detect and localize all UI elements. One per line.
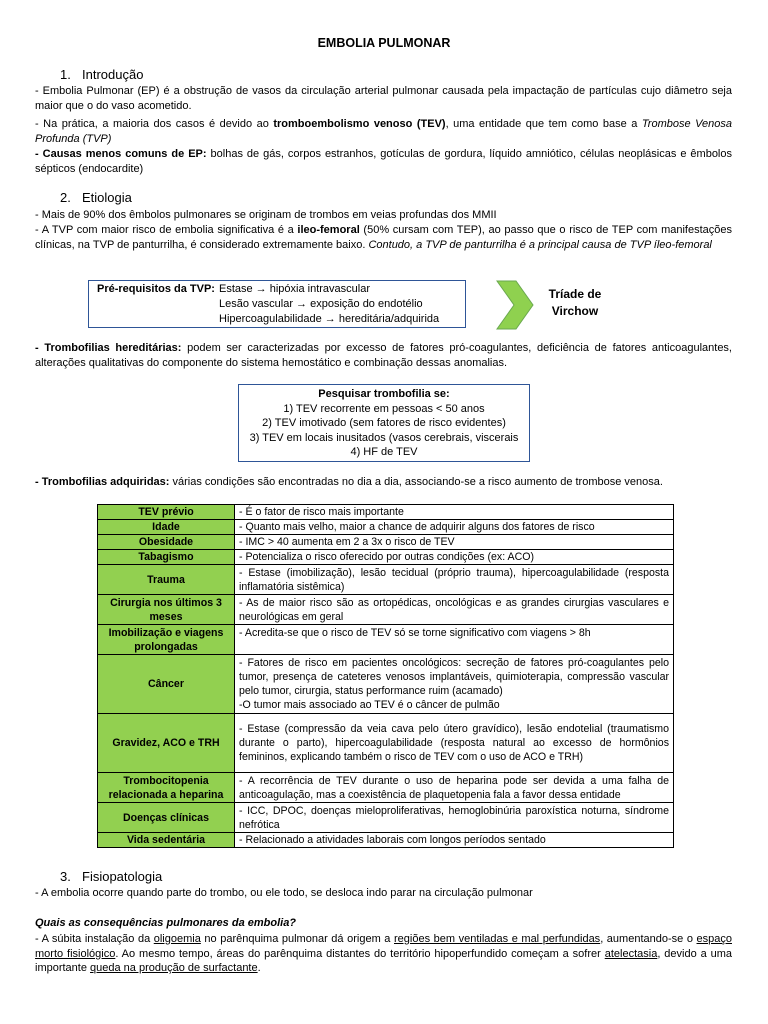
paragraph-acquired-thrombophilia: [35, 475, 732, 490]
paragraph-mmii: - Mais de 90% dos êmbolos pulmonares se originam de trombos em veias profundas dos MMII: [35, 209, 497, 221]
text-run: podem ser caracterizadas por excesso de fatores pró-coagulantes, deficiência de fatores anticoagulantes, alterações qualitativas do componente do sistema hemostático e combinação dessas anomalias.: [35, 342, 732, 369]
section-title: Etiologia: [82, 190, 132, 205]
text-run-underline: queda na produção de surfactante: [90, 962, 258, 975]
section-number: 3.: [60, 869, 71, 884]
table-row: [98, 773, 674, 803]
risk-description-cell: - As de maior risco são as ortopédicas, oncológicas e as grandes cirurgias vasculares e neurológicas em geral: [235, 595, 674, 625]
screening-item: 4) HF de TEV: [350, 446, 418, 459]
section-title: Introdução: [82, 67, 144, 82]
text-run: - A TVP com maior risco de embolia significativa é a: [35, 224, 298, 236]
screening-item: 1) TEV recorrente em pessoas < 50 anos: [283, 402, 485, 415]
paragraph-tev: [35, 117, 732, 146]
text-run-underline: regiões bem ventiladas e mal perfundidas: [394, 933, 601, 945]
table-row: [98, 505, 674, 520]
table-row: [98, 655, 674, 714]
table-row: [98, 714, 674, 773]
question-heading: Quais as consequências pulmonares da embolia?: [35, 917, 297, 929]
paragraph-consequences: [35, 932, 732, 976]
text-run-underline: espaço morto fisiológico: [35, 933, 732, 960]
prerequisite-item: Hipercoagulabilidade → hereditária/adquirida: [219, 313, 440, 325]
paragraph-ileo-femoral: [35, 223, 732, 252]
risk-description-cell: [235, 655, 674, 714]
chevron-arrow-icon: [496, 280, 534, 330]
text-run: bolhas de gás, corpos estranhos, gotículas de gordura, líquido amniótico, células neoplásicas e êmbolos sépticos (endocardite): [35, 148, 732, 175]
table-row: [98, 535, 674, 550]
screening-item: 2) TEV imotivado (sem fatores de risco evidentes): [262, 417, 506, 430]
text-run-underline: oligoemia: [153, 933, 201, 945]
text-run: no parênquima pulmonar dá origem a: [200, 933, 394, 945]
table-row: [98, 550, 674, 565]
text-run-bold: tromboembolismo venoso (TEV): [273, 118, 446, 130]
section-heading-fisiopatologia: [60, 870, 162, 885]
text-run-italic: Contudo, a TVP de panturrilha é a principal causa de TVP íleo-femoral: [368, 238, 712, 251]
risk-description-cell: - A recorrência de TEV durante o uso de heparina pode ser devida a uma falha de anticoagulação, mas a coexistência de plaquetopenia fala a favor dessa entidade: [235, 773, 674, 803]
document-title: EMBOLIA PULMONAR: [317, 36, 451, 50]
risk-factor-cell: Imobilização e viagens prolongadas: [98, 625, 235, 655]
risk-factor-cell: Tabagismo: [98, 550, 235, 565]
table-row: [98, 520, 674, 535]
text-run-bold: - Trombofilias hereditárias:: [35, 342, 182, 354]
risk-description-cell: - Estase (compressão da veia cava pelo útero gravídico), lesão endotelial (traumatismo durante o parto), hipercoagulabilidade (resposta natural ao excesso de hormônios femininos, explicando também o risco de TEV com o uso de ACO e TRH): [235, 714, 674, 773]
paragraph-hereditary-thrombophilia: [35, 341, 732, 370]
risk-factor-cell: Obesidade: [98, 535, 235, 550]
section-title: Fisiopatologia: [82, 869, 163, 884]
paragraph-embolia-mechanism: - A embolia ocorre quando parte do trombo, ou ele todo, se desloca indo parar na circulação pulmonar: [35, 887, 533, 899]
risk-description-cell: - Relacionado a atividades laborais com longos períodos sentado: [235, 833, 674, 848]
text-run: várias condições são encontradas no dia a dia, associando-se a risco aumento de trombose venosa.: [169, 476, 663, 488]
text-run: .: [257, 962, 261, 975]
screening-title: Pesquisar trombofilia se:: [318, 388, 450, 400]
risk-description-line: -O tumor mais associado ao TEV é o câncer de pulmão: [239, 699, 500, 711]
risk-description-cell: - Potencializa o risco oferecido por outras condições (ex: ACO): [235, 550, 674, 565]
triad-line: Tríade de: [548, 287, 602, 301]
prerequisite-item: Estase → hipóxia intravascular: [219, 283, 371, 295]
section-number: 1.: [60, 67, 71, 82]
text-run-italic: Trombose Venosa Profunda (TVP): [35, 118, 733, 145]
risk-factor-cell: Trauma: [98, 565, 235, 595]
prerequisites-label: Pré-requisitos da TVP:: [97, 283, 215, 295]
text-run-bold: ileo-femoral: [297, 224, 360, 236]
text-run: , devido a uma importante: [35, 947, 733, 975]
thrombophilia-screening-box: [238, 384, 530, 462]
paragraph-definition: - Embolia Pulmonar (EP) é a obstrução de vasos da circulação arterial pulmonar causada pela impactação de partículas cujo diâmetro seja maior que o do vaso acometido.: [35, 85, 732, 112]
risk-description-cell: - IMC > 40 aumenta em 2 a 3x o risco de TEV: [235, 535, 674, 550]
risk-description-cell: - Estase (imobilização), lesão tecidual (próprio trauma), hipercoagulabilidade (resposta inflamatória sistêmica): [235, 565, 674, 595]
section-heading-introducao: [60, 68, 143, 83]
virchow-triad-label: [540, 286, 610, 320]
table-row: [98, 595, 674, 625]
risk-factor-cell: Doenças clínicas: [98, 803, 235, 833]
risk-factor-cell: TEV prévio: [98, 505, 235, 520]
text-run: , uma entidade que tem como base a: [445, 118, 642, 130]
risk-description-line: - Fatores de risco em pacientes oncológicos: secreção de fatores pró-coagulantes pelo tumor, presença de cateteres venosos implantáveis, quimioterapia, compressão vascular pelo tumor, cirurgia, status performance ruim (acamado): [239, 657, 669, 697]
table-row: [98, 833, 674, 848]
risk-description-cell: - É o fator de risco mais importante: [235, 505, 674, 520]
paragraph-other-causes: [35, 147, 732, 176]
text-run-underline: atelectasia: [604, 947, 658, 960]
risk-factor-cell: Trombocitopenia relacionada a heparina: [98, 773, 235, 803]
text-run: - A súbita instalação da: [35, 933, 154, 945]
text-run: (50% cursam com TEP), ao passo que o risco de TEP com manifestações clínicas, na TVP de panturrilha, é considerado extremamente baixo.: [35, 224, 732, 251]
text-run-bold: - Trombofilias adquiridas:: [35, 476, 170, 488]
text-run: . Ao mesmo tempo, áreas do parênquima distantes do território hipoperfundido começam a sofrer: [115, 947, 605, 960]
table-row: [98, 625, 674, 655]
section-heading-etiologia: [60, 191, 132, 206]
section-number: 2.: [60, 190, 71, 205]
prerequisite-item: Lesão vascular → exposição do endotélio: [219, 298, 423, 310]
screening-item: 3) TEV em locais inusitados (vasos cerebrais, viscerais: [249, 431, 519, 444]
risk-factors-table: [97, 504, 674, 848]
text-run-bold: - Causas menos comuns de EP:: [35, 148, 207, 160]
table-row: [98, 803, 674, 833]
risk-factor-cell: Gravidez, ACO e TRH: [98, 714, 235, 773]
risk-description-cell: - ICC, DPOC, doenças mieloproliferativas, hemoglobinúria paroxística noturna, síndrome nefrótica: [235, 803, 674, 833]
prerequisites-box: [88, 280, 466, 328]
risk-factor-cell: Vida sedentária: [98, 833, 235, 848]
risk-factor-cell: Idade: [98, 520, 235, 535]
risk-factor-cell: Cirurgia nos últimos 3 meses: [98, 595, 235, 625]
table-row: [98, 565, 674, 595]
risk-description-cell: - Acredita-se que o risco de TEV só se torne significativo com viagens > 8h: [235, 625, 674, 655]
risk-factor-cell: Câncer: [98, 655, 235, 714]
text-run: , aumentando-se o: [600, 933, 697, 945]
triad-line: Virchow: [551, 304, 599, 318]
text-run: - Na prática, a maioria dos casos é devido ao: [35, 118, 274, 130]
risk-description-cell: - Quanto mais velho, maior a chance de adquirir alguns dos fatores de risco: [235, 520, 674, 535]
